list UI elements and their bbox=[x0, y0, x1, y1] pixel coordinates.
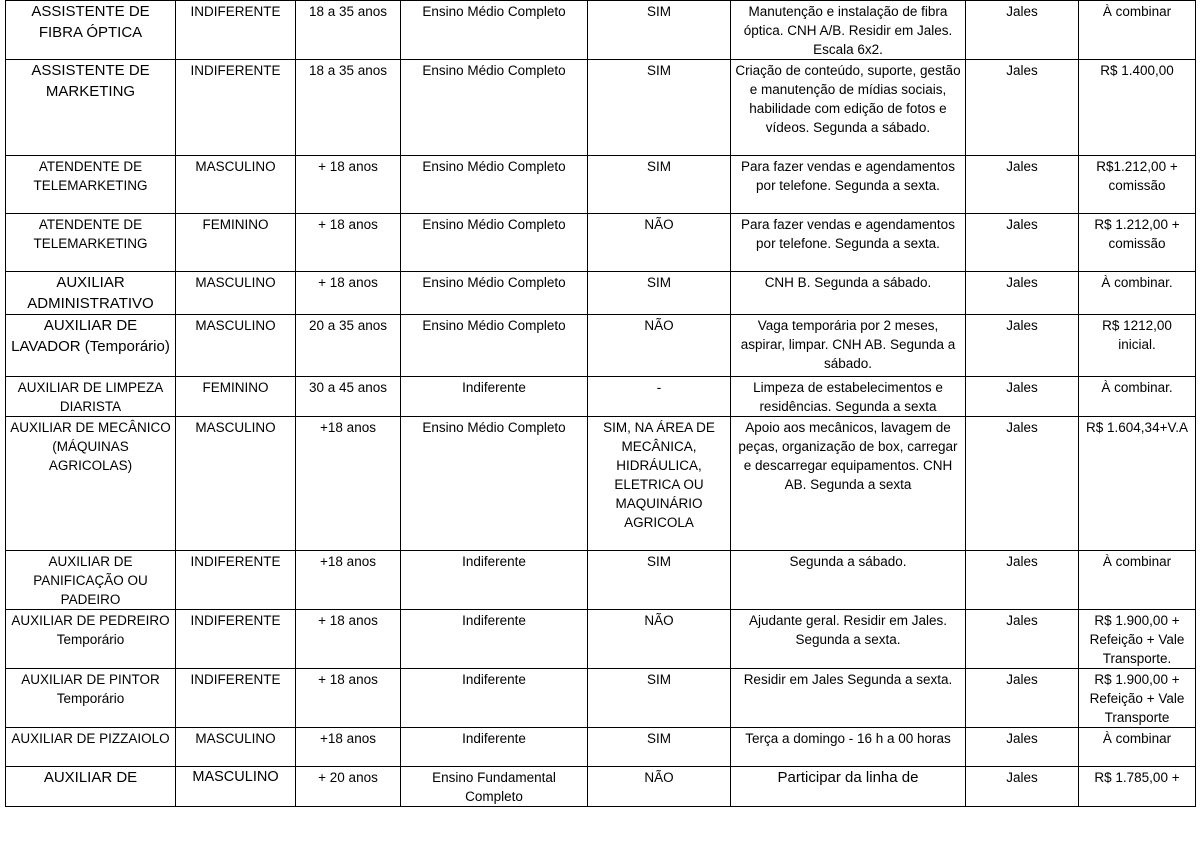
description-cell: Participar da linha de bbox=[731, 767, 966, 807]
education-cell: Ensino Fundamental Completo bbox=[401, 767, 588, 807]
experience-cell: NÃO bbox=[588, 610, 731, 669]
description-cell: Segunda a sábado. bbox=[731, 551, 966, 610]
table-row bbox=[6, 610, 1196, 669]
table-row bbox=[6, 728, 1196, 767]
job-title-cell: AUXILIAR DE bbox=[6, 767, 176, 807]
education-cell: Ensino Médio Completo bbox=[401, 214, 588, 272]
job-title-cell: ATENDENTE DE TELEMARKETING bbox=[6, 214, 176, 272]
age-cell: + 18 anos bbox=[296, 610, 401, 669]
age-cell: 30 a 45 anos bbox=[296, 377, 401, 417]
job-title-cell: ASSISTENTE DE FIBRA ÓPTICA bbox=[6, 1, 176, 60]
city-cell: Jales bbox=[966, 377, 1079, 417]
gender-cell: MASCULINO bbox=[176, 728, 296, 767]
salary-cell: R$ 1212,00 inicial. bbox=[1079, 315, 1196, 377]
description-cell: Manutenção e instalação de fibra óptica. CNH A/B. Residir em Jales. Escala 6x2. bbox=[731, 1, 966, 60]
experience-cell: SIM bbox=[588, 551, 731, 610]
city-cell: Jales bbox=[966, 315, 1079, 377]
education-cell: Ensino Médio Completo bbox=[401, 417, 588, 551]
age-cell: +18 anos bbox=[296, 728, 401, 767]
education-cell: Indiferente bbox=[401, 551, 588, 610]
experience-cell: SIM bbox=[588, 669, 731, 728]
gender-cell: INDIFERENTE bbox=[176, 669, 296, 728]
experience-cell: NÃO bbox=[588, 214, 731, 272]
city-cell: Jales bbox=[966, 214, 1079, 272]
job-title-cell: AUXILIAR DE MECÂNICO (MÁQUINAS AGRICOLAS) bbox=[6, 417, 176, 551]
table-row bbox=[6, 767, 1196, 807]
description-cell: Apoio aos mecânicos, lavagem de peças, organização de box, carregar e descarregar equipamentos. CNH AB. Segunda a sexta bbox=[731, 417, 966, 551]
city-cell: Jales bbox=[966, 272, 1079, 315]
city-cell: Jales bbox=[966, 417, 1079, 551]
job-title-cell: AUXILIAR DE LAVADOR (Temporário) bbox=[6, 315, 176, 377]
description-cell: CNH B. Segunda a sábado. bbox=[731, 272, 966, 315]
city-cell: Jales bbox=[966, 669, 1079, 728]
gender-cell: MASCULINO bbox=[176, 767, 296, 807]
education-cell: Indiferente bbox=[401, 728, 588, 767]
salary-cell: R$1.212,00 + comissão bbox=[1079, 156, 1196, 214]
description-cell: Para fazer vendas e agendamentos por telefone. Segunda a sexta. bbox=[731, 156, 966, 214]
salary-cell: R$ 1.785,00 + bbox=[1079, 767, 1196, 807]
education-cell: Ensino Médio Completo bbox=[401, 272, 588, 315]
experience-cell: SIM, NA ÁREA DE MECÂNICA, HIDRÁULICA, ELETRICA OU MAQUINÁRIO AGRICOLA bbox=[588, 417, 731, 551]
city-cell: Jales bbox=[966, 728, 1079, 767]
table-row bbox=[6, 272, 1196, 315]
salary-cell: R$ 1.400,00 bbox=[1079, 60, 1196, 156]
age-cell: + 18 anos bbox=[296, 214, 401, 272]
experience-cell: SIM bbox=[588, 728, 731, 767]
experience-cell: SIM bbox=[588, 272, 731, 315]
description-cell: Limpeza de estabelecimentos e residências. Segunda a sexta bbox=[731, 377, 966, 417]
city-cell: Jales bbox=[966, 551, 1079, 610]
city-cell: Jales bbox=[966, 156, 1079, 214]
city-cell: Jales bbox=[966, 767, 1079, 807]
experience-cell: - bbox=[588, 377, 731, 417]
description-cell: Para fazer vendas e agendamentos por telefone. Segunda a sexta. bbox=[731, 214, 966, 272]
education-cell: Ensino Médio Completo bbox=[401, 1, 588, 60]
description-cell: Ajudante geral. Residir em Jales. Segunda a sexta. bbox=[731, 610, 966, 669]
gender-cell: FEMININO bbox=[176, 214, 296, 272]
education-cell: Ensino Médio Completo bbox=[401, 156, 588, 214]
salary-cell: À combinar bbox=[1079, 551, 1196, 610]
table-row bbox=[6, 214, 1196, 272]
job-title-cell: AUXILIAR DE PIZZAIOLO bbox=[6, 728, 176, 767]
table-row bbox=[6, 1, 1196, 60]
gender-cell: MASCULINO bbox=[176, 156, 296, 214]
age-cell: 20 a 35 anos bbox=[296, 315, 401, 377]
age-cell: + 20 anos bbox=[296, 767, 401, 807]
job-title-cell: AUXILIAR DE PINTOR Temporário bbox=[6, 669, 176, 728]
salary-cell: R$ 1.900,00 + Refeição + Vale Transporte. bbox=[1079, 610, 1196, 669]
experience-cell: SIM bbox=[588, 60, 731, 156]
age-cell: 18 a 35 anos bbox=[296, 1, 401, 60]
education-cell: Indiferente bbox=[401, 377, 588, 417]
gender-cell: MASCULINO bbox=[176, 272, 296, 315]
description-cell: Vaga temporária por 2 meses, aspirar, limpar. CNH AB. Segunda a sábado. bbox=[731, 315, 966, 377]
table-row bbox=[6, 60, 1196, 156]
education-cell: Ensino Médio Completo bbox=[401, 60, 588, 156]
description-cell: Residir em Jales Segunda a sexta. bbox=[731, 669, 966, 728]
job-title-cell: AUXILIAR DE PANIFICAÇÃO OU PADEIRO bbox=[6, 551, 176, 610]
experience-cell: SIM bbox=[588, 156, 731, 214]
gender-cell: INDIFERENTE bbox=[176, 551, 296, 610]
job-title-cell: ATENDENTE DE TELEMARKETING bbox=[6, 156, 176, 214]
experience-cell: SIM bbox=[588, 1, 731, 60]
salary-cell: R$ 1.900,00 + Refeição + Vale Transporte bbox=[1079, 669, 1196, 728]
description-cell: Criação de conteúdo, suporte, gestão e manutenção de mídias sociais, habilidade com edição de fotos e vídeos. Segunda a sábado. bbox=[731, 60, 966, 156]
age-cell: + 18 anos bbox=[296, 156, 401, 214]
experience-cell: NÃO bbox=[588, 315, 731, 377]
job-title-cell: AUXILIAR DE PEDREIRO Temporário bbox=[6, 610, 176, 669]
age-cell: 18 a 35 anos bbox=[296, 60, 401, 156]
gender-cell: INDIFERENTE bbox=[176, 610, 296, 669]
job-title-cell: AUXILIAR DE LIMPEZA DIARISTA bbox=[6, 377, 176, 417]
gender-cell: FEMININO bbox=[176, 377, 296, 417]
salary-cell: À combinar. bbox=[1079, 377, 1196, 417]
city-cell: Jales bbox=[966, 60, 1079, 156]
city-cell: Jales bbox=[966, 1, 1079, 60]
gender-cell: MASCULINO bbox=[176, 315, 296, 377]
salary-cell: À combinar bbox=[1079, 728, 1196, 767]
table-row bbox=[6, 377, 1196, 417]
city-cell: Jales bbox=[966, 610, 1079, 669]
salary-cell: R$ 1.604,34+V.A bbox=[1079, 417, 1196, 551]
table-row bbox=[6, 315, 1196, 377]
table-row bbox=[6, 669, 1196, 728]
education-cell: Indiferente bbox=[401, 610, 588, 669]
job-title-cell: AUXILIAR ADMINISTRATIVO bbox=[6, 272, 176, 315]
age-cell: +18 anos bbox=[296, 551, 401, 610]
gender-cell: MASCULINO bbox=[176, 417, 296, 551]
table-row bbox=[6, 417, 1196, 551]
gender-cell: INDIFERENTE bbox=[176, 60, 296, 156]
experience-cell: NÃO bbox=[588, 767, 731, 807]
salary-cell: R$ 1.212,00 + comissão bbox=[1079, 214, 1196, 272]
education-cell: Indiferente bbox=[401, 669, 588, 728]
age-cell: + 18 anos bbox=[296, 272, 401, 315]
job-listings-table bbox=[5, 0, 1196, 807]
description-cell: Terça a domingo - 16 h a 00 horas bbox=[731, 728, 966, 767]
age-cell: +18 anos bbox=[296, 417, 401, 551]
job-title-cell: ASSISTENTE DE MARKETING bbox=[6, 60, 176, 156]
age-cell: + 18 anos bbox=[296, 669, 401, 728]
education-cell: Ensino Médio Completo bbox=[401, 315, 588, 377]
salary-cell: À combinar. bbox=[1079, 272, 1196, 315]
gender-cell: INDIFERENTE bbox=[176, 1, 296, 60]
salary-cell: À combinar bbox=[1079, 1, 1196, 60]
table-row bbox=[6, 551, 1196, 610]
table-row bbox=[6, 156, 1196, 214]
